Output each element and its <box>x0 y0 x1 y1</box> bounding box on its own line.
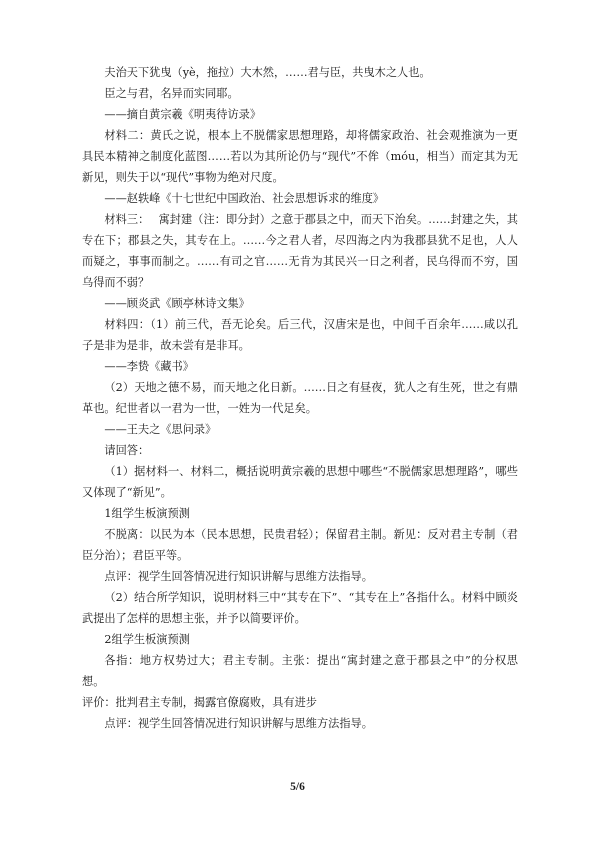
source-attribution-3: ——顾炎武《顾亭林诗文集》 <box>104 297 250 310</box>
question-1: （1）据材料一、材料二，概括说明黄宗羲的思想中哪些“不脱儒家思想理路”，哪些又体现了“新见”。 <box>82 465 518 499</box>
material-two: 材料二：黄氏之说，根本上不脱儒家思想理路，却将儒家政治、社会观推演为一更具民本精神之制度化蓝图……若以为其所论仍与“现代”不侔（móu，相当）而定其为无新见，则失于以“现代”事物为绝对尺度。 <box>82 129 518 184</box>
source-attribution-5: ——王夫之《思问录》 <box>104 423 217 436</box>
quote-line-2: 臣之与君，名异而实同耶。 <box>104 87 239 100</box>
page-number: 5/6 <box>290 781 305 793</box>
material-four-part-1: 材料四：（1）前三代，吾无论矣。后三代，汉唐宋是也，中间千百余年……咸以孔子是非为是非，故未尝有是非耳。 <box>82 318 518 352</box>
source-attribution-2: ——赵轶峰《十七世纪中国政治、社会思想诉求的维度》 <box>104 192 385 205</box>
comment-2: 点评：视学生回答情况进行知识讲解与思维方法指导。 <box>104 717 373 730</box>
group-2-heading: 2组学生板演预测 <box>104 633 190 646</box>
material-four-part-2: （2）天地之德不易，而天地之化日新。……日之有昼夜，犹人之有生死，世之有鼎革也。纪世者以一君为一世，一姓为一代足矣。 <box>82 381 518 415</box>
group-1-heading: 1组学生板演预测 <box>104 507 190 520</box>
group-2-evaluation: 评价：批判君主专制，揭露官僚腐败，具有进步 <box>82 696 317 709</box>
question-2: （2）结合所学知识，说明材料三中“其专在下”、“其专在上”各指什么。材料中顾炎武提出了怎样的思想主张，并予以简要评价。 <box>82 591 518 625</box>
source-attribution-1: ——摘自黄宗羲《明夷待访录》 <box>104 108 262 121</box>
document-body <box>82 62 518 734</box>
material-three: 材料三： 寓封建（注：即分封）之意于郡县之中，而天下治矣。……封建之失，其专在下；郡县之失，其专在上。……今之君人者，尽四海之内为我郡县犹不足也，人人而疑之，事事而制之。……有司之官……无肯为其民兴一日之利者，民乌得而不穷，国乌得而不弱？ <box>82 213 518 289</box>
group-1-answer: 不脱离：以民为本（民本思想，民贵君轻）；保留君主制。新见：反对君主专制（君臣分治）；君臣平等。 <box>82 528 518 562</box>
source-attribution-4: ——李贽《藏书》 <box>104 360 194 373</box>
comment-1: 点评：视学生回答情况进行知识讲解与思维方法指导。 <box>104 570 373 583</box>
group-2-answer: 各指：地方权势过大；君主专制。主张：提出“寓封建之意于郡县之中”的分权思想。 <box>82 654 518 688</box>
quote-line-1: 夫治天下犹曳（yè，拖拉）大木然，……君与臣，共曳木之人也。 <box>104 66 431 79</box>
question-prompt: 请回答： <box>104 444 150 457</box>
